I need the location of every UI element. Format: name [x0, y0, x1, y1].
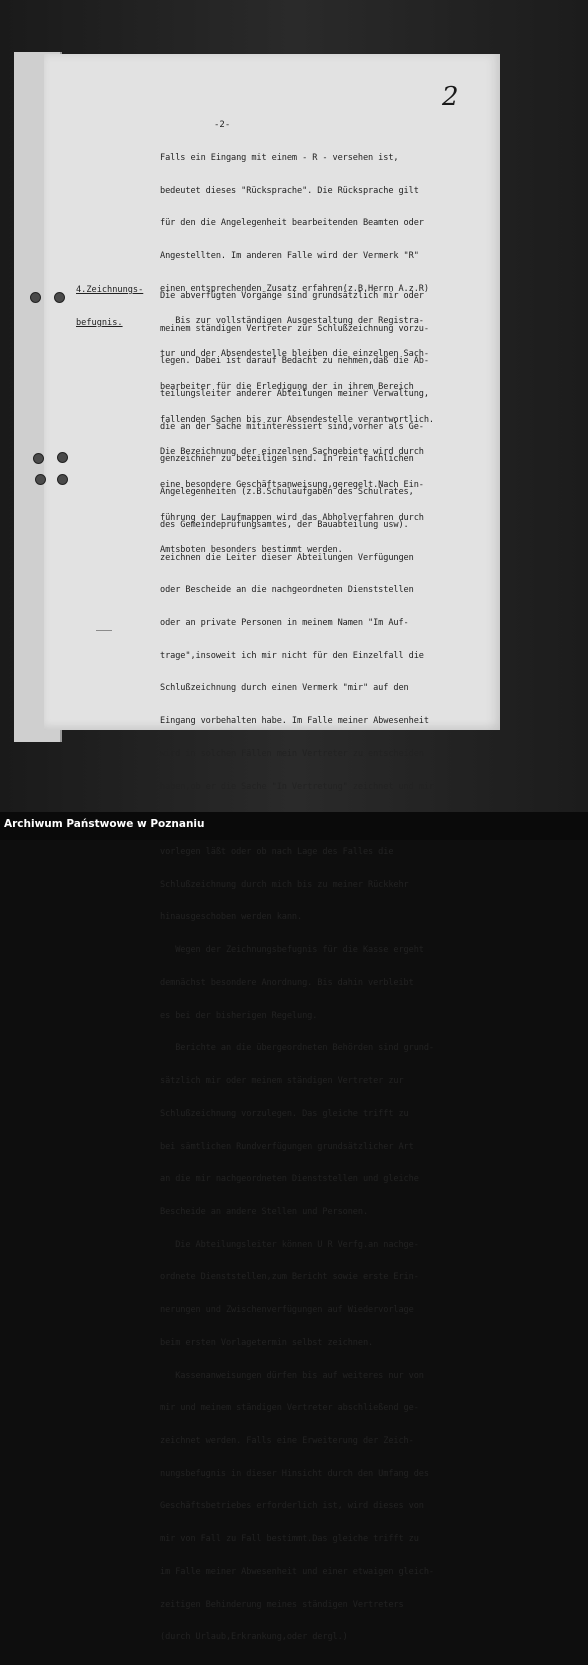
text-line: Berichte an die übergeordneten Behörden sind grund-: [160, 1043, 434, 1054]
text-line: einen entsprechenden Zusatz erfahren(z.B.Herrn A.z.R): [160, 283, 429, 294]
text-line: bedeutet dieses "Rücksprache". Die Rücksprache gilt: [160, 185, 419, 196]
section-heading-signing-authority: [76, 263, 143, 351]
text-line: Angestellten. Im anderen Falle wird der Vermerk "R": [160, 250, 419, 261]
punch-hole: [33, 453, 44, 464]
margin-label-line: befugnis.: [76, 318, 123, 328]
text-line: Wegen der Zeichnungsbefugnis für die Kasse ergeht: [160, 945, 424, 956]
text-line: an die mir nachgeordneten Dienststellen und gleiche: [160, 1174, 419, 1185]
punch-hole: [54, 292, 65, 303]
punch-hole: [35, 474, 46, 485]
text-line: bei sämtlichen Rundverfügungen grundsätzlicher Art: [160, 1141, 414, 1152]
handwritten-page-number: 2: [442, 82, 459, 112]
page-header: -2-: [214, 120, 231, 130]
text-line: eine besondere Geschäftsanweisung,geregelt.Nach Ein-: [160, 480, 424, 490]
text-line: Angelegenheiten (z.B.Schulaufgaben des Schulrates,: [160, 487, 414, 498]
text-line: Die abverfügten Vorgänge sind grundsätzlich mir oder: [160, 290, 424, 301]
text-line: wird in solchen Fällen mein Vertreter zu entscheiden: [160, 748, 424, 759]
text-line: Eingang vorbehalten habe. Im Falle meiner Abwesenheit: [160, 716, 429, 727]
text-line: fallenden Sachen bis zur Absendestelle verantwortlich.: [160, 414, 434, 425]
text-line: legen. Dabei ist darauf Bedacht zu nehmen,daß die Ab-: [160, 356, 429, 367]
pencil-mark: [96, 630, 112, 631]
text-line: zeichnen die Leiter dieser Abteilungen Verfügungen: [160, 552, 414, 563]
text-line: (durch Urlaub,Erkrankung,oder dergl.): [160, 1632, 348, 1643]
text-line: für den die Angelegenheit bearbeitenden Beamten oder: [160, 218, 424, 229]
text-line: demnächst besondere Anordnung. Bis dahin verbleibt: [160, 977, 414, 988]
text-line: nerungen und Zwischenverfügungen auf Wiedervorlage: [160, 1305, 414, 1316]
text-line: die an der Sache mitinteressiert sind,vorher als Ge-: [160, 421, 424, 432]
text-line: es bei der bisherigen Regelung.: [160, 1010, 318, 1021]
text-line: Amtsboten besonders bestimmt werden.: [160, 545, 343, 556]
text-line: tur und der Absendestelle bleiben die einzelnen Sach-: [160, 349, 429, 360]
text-line: zeitigen Behinderung meines ständigen Vertreters: [160, 1599, 404, 1610]
text-line: Falls ein Eingang mit einem - R - versehen ist,: [160, 152, 399, 163]
punch-hole: [30, 292, 41, 303]
text-line: teilungsleiter anderer Abteilungen meiner Verwaltung,: [160, 388, 429, 399]
punch-hole: [57, 452, 68, 463]
text-line: nungsbefugnis in dieser Hinsicht durch den Umfang des: [160, 1468, 429, 1479]
text-line: des Gemeindeprüfungsamtes, der Bauabteilung usw).: [160, 519, 409, 530]
text-line: trage",insoweit ich mir nicht für den Einzelfall die: [160, 650, 424, 661]
text-line: Die Abteilungsleiter können U R Verfg.an nachge-: [160, 1239, 419, 1250]
text-line: Schlußzeichnung vorzulegen. Das gleiche trifft zu: [160, 1108, 409, 1119]
text-line: oder an private Personen in meinem Namen "Im Auf-: [160, 618, 409, 628]
text-line: oder Bescheide an die nachgeordneten Dienststellen: [160, 585, 414, 596]
text-line: genzeichner zu beteiligen sind. In rein fachlichen: [160, 454, 414, 465]
paragraph-signing-authority: [160, 269, 474, 1665]
archive-footer: [0, 812, 588, 840]
text-line: Bescheide an andere Stellen und Personen.: [160, 1206, 369, 1217]
text-line: hinausgeschoben werden kann.: [160, 912, 303, 923]
text-line: führung der Laufmappen wird das Abholverfahren durch: [160, 512, 424, 523]
text-line: sätzlich mir oder meinem ständigen Vertreter zur: [160, 1076, 404, 1087]
text-line: Kassenanweisungen dürfen bis auf weiteres nur von: [160, 1370, 424, 1381]
text-line: haben,ob er die Sache "In Vertretung" zeichnet und mir: [160, 781, 434, 792]
text-line: meinem ständigen Vertreter zur Schlußzeichnung vorzu-: [160, 323, 429, 334]
text-line: ordnete Dienststellen,zum Bericht sowie erste Erin-: [160, 1272, 419, 1283]
text-line: im Falle meiner Abwesenheit und einer etwaigen gleich-: [160, 1566, 434, 1577]
text-line: mir von Fall zu Fall bestimmt.Das gleiche trifft zu: [160, 1534, 419, 1545]
margin-label-line: 4.Zeichnungs-: [76, 285, 144, 295]
text-line: beim ersten Vorlagetermin selbst zeichnen.: [160, 1337, 374, 1348]
text-line: bearbeiter für die Erledigung der in ihrem Bereich: [160, 381, 414, 392]
text-line: Bis zur vollständigen Ausgestaltung der Registra-: [160, 316, 424, 327]
text-line: Die Bezeichnung der einzelnen Sachgebiete wird durch: [160, 447, 424, 458]
punch-hole: [57, 474, 68, 485]
text-line: Schlußzeichnung durch einen Vermerk "mir" auf den: [160, 683, 409, 694]
text-line: Schlußzeichnung durch mich bis zu meiner Rückkehr: [160, 879, 409, 890]
text-line: mir und meinem ständigen Vertreter abschließend ge-: [160, 1403, 419, 1414]
archive-name: Archiwum Państwowe w Poznaniu: [4, 818, 205, 830]
text-line: zeichnet werden. Falls eine Erweiterung der Zeich-: [160, 1435, 414, 1446]
text-line: vorlegen läßt oder ob nach Lage des Falles die: [160, 847, 394, 858]
text-line: Geschäftsbetriebes erforderlich ist, wird dieses von: [160, 1501, 424, 1512]
